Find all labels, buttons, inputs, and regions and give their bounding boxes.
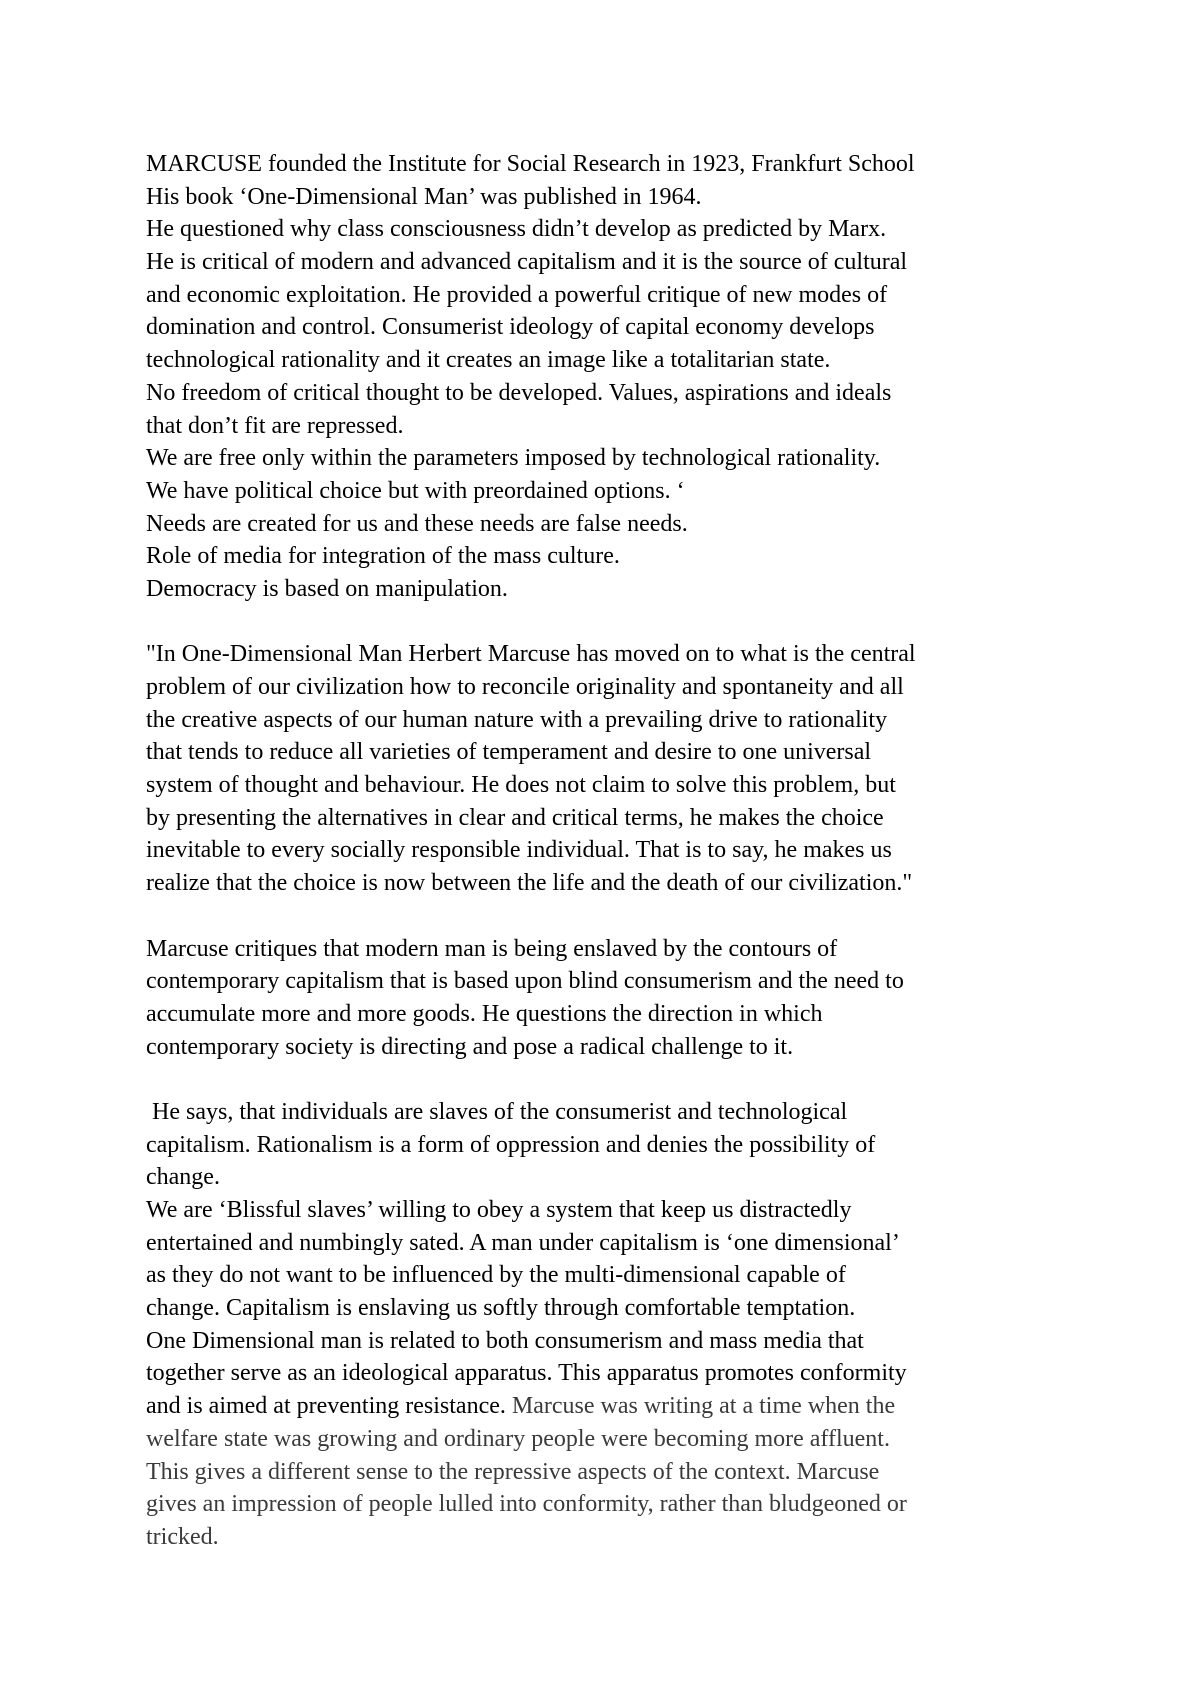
- text-line: One Dimensional man is related to both consumerism and mass media that: [146, 1327, 864, 1354]
- text-line: that don’t fit are repressed.: [146, 412, 404, 439]
- text-line: No freedom of critical thought to be developed. Values, aspirations and ideals: [146, 379, 892, 406]
- slaves-paragraph: [146, 1096, 1081, 1554]
- gray-text-line: gives an impression of people lulled into conformity, rather than bludgeoned or: [146, 1491, 907, 1518]
- text-line: the creative aspects of our human nature with a prevailing drive to rationality: [146, 706, 888, 733]
- text-line: inevitable to every socially responsible individual. That is to say, he makes us: [146, 837, 892, 864]
- text-line: [146, 1390, 1081, 1423]
- document-body: [146, 148, 1081, 1554]
- intro-section: [146, 148, 1081, 606]
- text-line: together serve as an ideological apparatus. This apparatus promotes conformity: [146, 1360, 907, 1387]
- text-line: and economic exploitation. He provided a powerful critique of new modes of: [146, 281, 888, 308]
- text-line: realize that the choice is now between the life and the death of our civilization.": [146, 870, 913, 897]
- quote-paragraph: [146, 638, 1081, 900]
- gray-text-segment: Marcuse was writing at a time when the: [505, 1393, 896, 1420]
- gray-text-line: welfare state was growing and ordinary people were becoming more affluent.: [146, 1425, 890, 1452]
- text-line: Role of media for integration of the mass culture.: [146, 543, 620, 570]
- paragraph-spacer: [146, 1063, 1081, 1096]
- text-line: that tends to reduce all varieties of temperament and desire to one universal: [146, 739, 872, 766]
- text-line: domination and control. Consumerist ideology of capital economy develops: [146, 314, 875, 341]
- text-line: He questioned why class consciousness didn’t develop as predicted by Marx.: [146, 216, 887, 243]
- text-line: entertained and numbingly sated. A man under capitalism is ‘one dimensional’: [146, 1229, 900, 1256]
- text-line: Democracy is based on manipulation.: [146, 575, 508, 602]
- text-line: contemporary society is directing and pose a radical challenge to it.: [146, 1033, 794, 1060]
- text-line: accumulate more and more goods. He questions the direction in which: [146, 1000, 823, 1027]
- text-line: He says, that individuals are slaves of the consumerist and technological: [146, 1098, 848, 1125]
- paragraph-spacer: [146, 606, 1081, 639]
- text-line: change. Capitalism is enslaving us softly through comfortable temptation.: [146, 1295, 856, 1322]
- text-segment: and is aimed at preventing resistance.: [146, 1393, 506, 1420]
- text-line: system of thought and behaviour. He does not claim to solve this problem, but: [146, 772, 896, 799]
- text-line: MARCUSE founded the Institute for Social Research in 1923, Frankfurt School: [146, 151, 915, 177]
- text-line: contemporary capitalism that is based upon blind consumerism and the need to: [146, 968, 904, 995]
- text-line: problem of our civilization how to reconcile originality and spontaneity and all: [146, 674, 904, 700]
- paragraph-spacer: [146, 900, 1081, 933]
- text-line: His book ‘One-Dimensional Man’ was published in 1964.: [146, 183, 702, 210]
- text-line: Marcuse critiques that modern man is being enslaved by the contours of: [146, 935, 838, 962]
- gray-text-line: tricked.: [146, 1523, 219, 1550]
- text-line: We are ‘Blissful slaves’ willing to obey a system that keep us distractedly: [146, 1197, 852, 1223]
- text-line: "In One-Dimensional Man Herbert Marcuse has moved on to what is the central: [146, 641, 916, 668]
- text-line: We have political choice but with preordained options. ‘: [146, 477, 685, 504]
- text-line: by presenting the alternatives in clear and critical terms, he makes the choice: [146, 804, 884, 831]
- text-line: technological rationality and it creates an image like a totalitarian state.: [146, 347, 831, 374]
- text-line: Needs are created for us and these needs are false needs.: [146, 510, 688, 537]
- text-line: change.: [146, 1164, 220, 1191]
- text-line: as they do not want to be influenced by the multi-dimensional capable of: [146, 1262, 846, 1289]
- text-line: He is critical of modern and advanced capitalism and it is the source of cultural: [146, 249, 908, 276]
- critique-paragraph: [146, 933, 1081, 1064]
- gray-text-line: This gives a different sense to the repressive aspects of the context. Marcuse: [146, 1458, 880, 1485]
- text-line: capitalism. Rationalism is a form of oppression and denies the possibility of: [146, 1131, 876, 1158]
- text-line: We are free only within the parameters imposed by technological rationality.: [146, 445, 881, 472]
